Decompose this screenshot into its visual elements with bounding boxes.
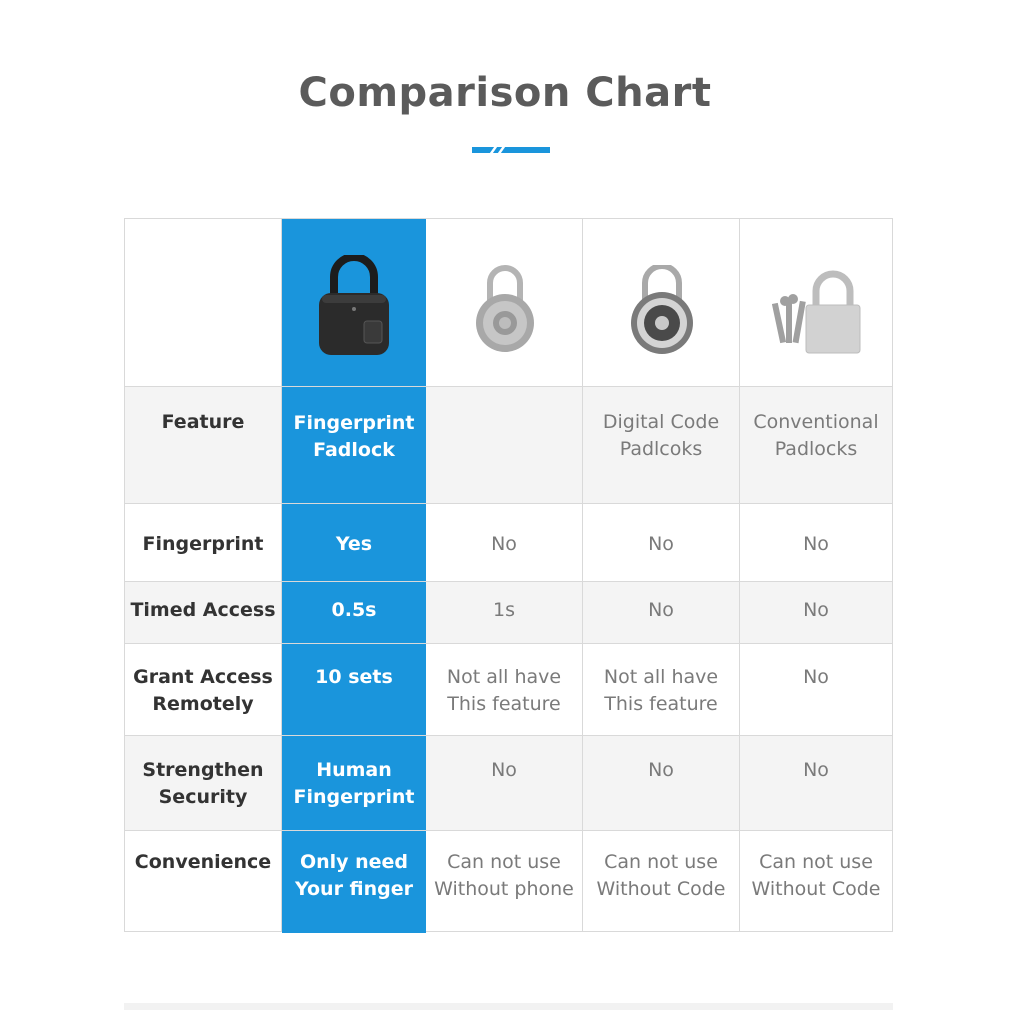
- combination-padlock-image: [629, 265, 695, 357]
- image-cell-combination: [583, 219, 740, 386]
- value-cell-digital: No: [583, 736, 740, 830]
- value-cell-digital: Not all have This feature: [583, 644, 740, 735]
- value-cell-digital: Can not use Without Code: [583, 831, 740, 931]
- value-cell-bluetooth: 1s: [426, 582, 583, 643]
- title-underline: [472, 147, 550, 153]
- value-cell-conventional: No: [803, 759, 829, 781]
- value-cell-bluetooth: No: [426, 736, 583, 830]
- value-cell-conventional: No: [803, 599, 829, 621]
- row-label: Fingerprint: [125, 504, 282, 581]
- key-padlock-image: [772, 269, 864, 355]
- row-label: Strengthen Security: [125, 736, 282, 830]
- value-cell-bluetooth: No: [426, 504, 583, 581]
- value-cell-bluetooth: [426, 387, 583, 503]
- table-row-feature: [125, 387, 892, 504]
- value-cell-fingerprint: 0.5s: [282, 582, 426, 643]
- value-cell-bluetooth: Not all have This feature: [426, 644, 583, 735]
- row-label: Feature: [125, 387, 282, 503]
- image-cell-key: [740, 219, 892, 386]
- value-cell-digital: No: [583, 582, 740, 643]
- value-cell-digital: No: [583, 504, 740, 581]
- row-label: Grant Access Remotely: [125, 644, 282, 735]
- value-cell-bluetooth: Can not use Without phone: [426, 831, 583, 931]
- value-cell-fingerprint: 10 sets: [282, 644, 426, 735]
- table-row-strengthen-security: [125, 736, 892, 831]
- image-cell-empty: [125, 219, 282, 386]
- page-title: Comparison Chart: [298, 70, 712, 116]
- value-cell-conventional: Conventional Padlocks: [753, 411, 879, 460]
- bluetooth-padlock-image: [474, 265, 536, 355]
- row-label: Timed Access: [125, 582, 282, 643]
- value-cell-digital: Digital Code Padlcoks: [583, 387, 740, 503]
- value-cell-fingerprint: Fingerprint Fadlock: [282, 387, 426, 503]
- row-label: Convenience: [125, 831, 282, 931]
- table-row-convenience: [125, 831, 892, 931]
- value-cell-conventional: No: [803, 533, 829, 555]
- image-cell-bluetooth: [426, 219, 583, 386]
- fingerprint-padlock-image: [316, 255, 392, 359]
- table-row-fingerprint: [125, 504, 892, 582]
- value-cell-conventional: No: [803, 666, 829, 688]
- bottom-divider: [124, 1003, 893, 1010]
- image-row: [125, 219, 892, 387]
- table-row-timed-access: [125, 582, 892, 644]
- image-cell-fingerprint: [282, 219, 426, 386]
- value-cell-conventional: Can not use Without Code: [751, 851, 881, 900]
- value-cell-fingerprint: Only need Your finger: [282, 831, 426, 931]
- comparison-table: [124, 218, 893, 932]
- value-cell-fingerprint: Yes: [282, 504, 426, 581]
- table-row-grant-access: [125, 644, 892, 736]
- value-cell-fingerprint: Human Fingerprint: [282, 736, 426, 830]
